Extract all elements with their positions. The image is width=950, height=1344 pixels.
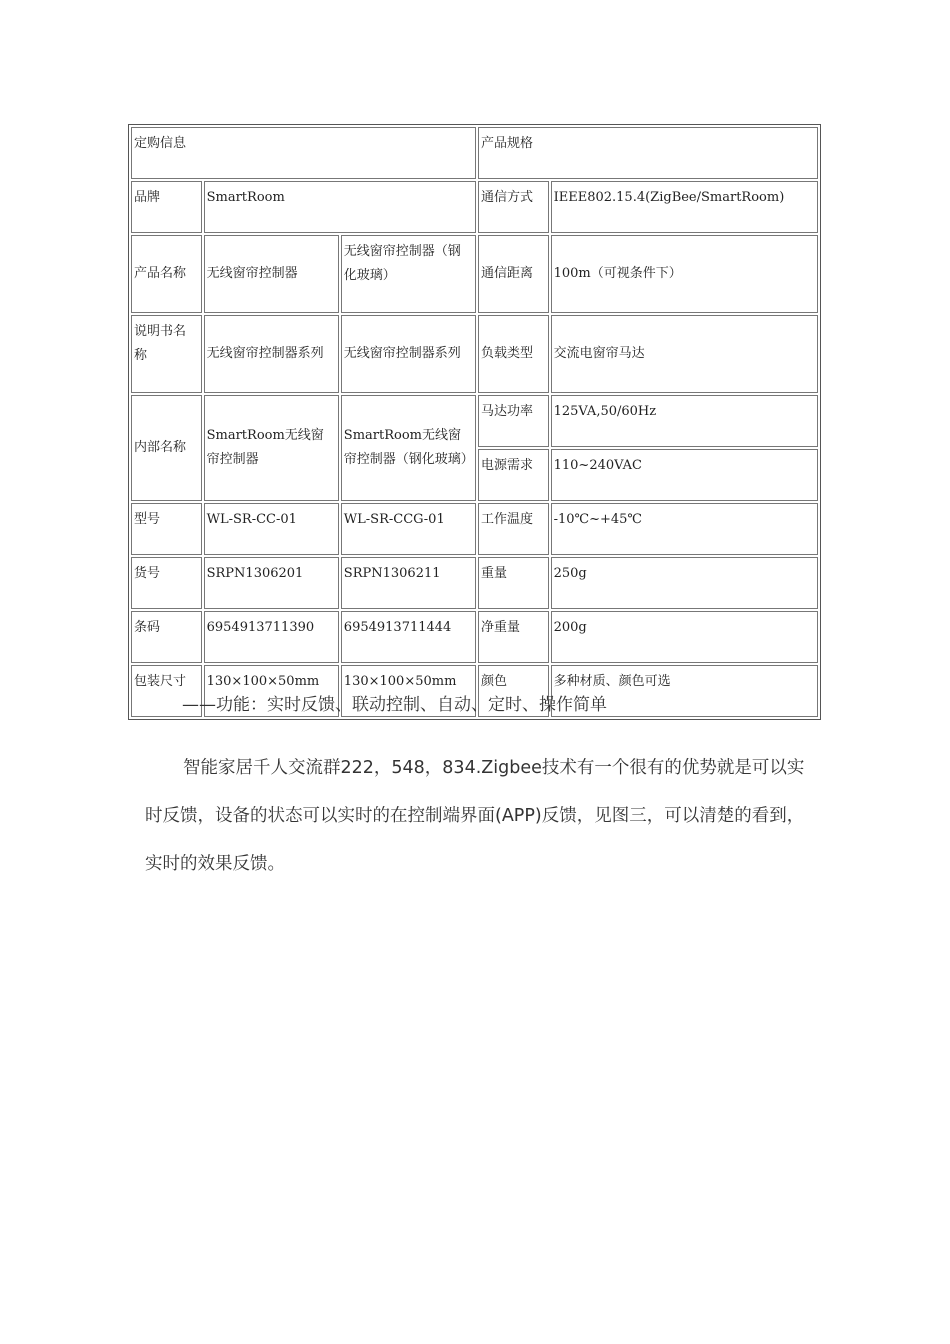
sku-a: SRPN1306201 (204, 557, 339, 609)
motor-power-value: 125VA,50/60Hz (551, 395, 818, 447)
color-label: 颜色 (478, 665, 549, 717)
product-name-b: 无线窗帘控制器（钢化玻璃） (341, 235, 476, 313)
net-weight-value: 200g (551, 611, 818, 663)
internal-name-b: SmartRoom无线窗帘控制器（钢化玻璃） (341, 395, 476, 501)
body-paragraph: 智能家居千人交流群222，548，834.Zigbee技术有一个很有的优势就是可以实时反馈，设备的状态可以实时的在控制端界面(APP)反馈，见图三，可以清楚的看到，实时的效果反馈。 (145, 758, 805, 874)
header-product-spec: 产品规格 (478, 127, 818, 179)
operating-temp-label: 工作温度 (478, 503, 549, 555)
load-type-label: 负载类型 (478, 315, 549, 393)
color-value: 多种材质、颜色可选 (551, 665, 818, 717)
product-name-a: 无线窗帘控制器 (204, 235, 339, 313)
feature-line: ——功能：实时反馈、联动控制、自动、定时、操作简单 (182, 695, 607, 715)
model-b: WL-SR-CCG-01 (341, 503, 476, 555)
comm-method-label: 通信方式 (478, 181, 549, 233)
internal-name-label: 内部名称 (131, 395, 202, 501)
weight-value: 250g (551, 557, 818, 609)
load-type-value: 交流电窗帘马达 (551, 315, 818, 393)
header-order-info: 定购信息 (131, 127, 476, 179)
package-size-b: 130×100×50mm (341, 665, 476, 717)
manual-name-label: 说明书名称 (131, 315, 202, 393)
brand-value: SmartRoom (204, 181, 476, 233)
manual-name-a: 无线窗帘控制器系列 (204, 315, 339, 393)
weight-label: 重量 (478, 557, 549, 609)
package-size-a: 130×100×50mm (204, 665, 339, 717)
operating-temp-value: -10℃~+45℃ (551, 503, 818, 555)
power-supply-value: 110~240VAC (551, 449, 818, 501)
barcode-b: 6954913711444 (341, 611, 476, 663)
barcode-label: 条码 (131, 611, 202, 663)
comm-range-value: 100m（可视条件下） (551, 235, 818, 313)
comm-method-value: IEEE802.15.4(ZigBee/SmartRoom) (551, 181, 818, 233)
product-name-label: 产品名称 (131, 235, 202, 313)
model-label: 型号 (131, 503, 202, 555)
model-a: WL-SR-CC-01 (204, 503, 339, 555)
net-weight-label: 净重量 (478, 611, 549, 663)
manual-name-b: 无线窗帘控制器系列 (341, 315, 476, 393)
power-supply-label: 电源需求 (478, 449, 549, 501)
sku-label: 货号 (131, 557, 202, 609)
motor-power-label: 马达功率 (478, 395, 549, 447)
barcode-a: 6954913711390 (204, 611, 339, 663)
brand-label: 品牌 (131, 181, 202, 233)
spec-table (128, 124, 821, 720)
comm-range-label: 通信距离 (478, 235, 549, 313)
package-size-label: 包装尺寸 (131, 665, 202, 717)
internal-name-a: SmartRoom无线窗帘控制器 (204, 395, 339, 501)
sku-b: SRPN1306211 (341, 557, 476, 609)
